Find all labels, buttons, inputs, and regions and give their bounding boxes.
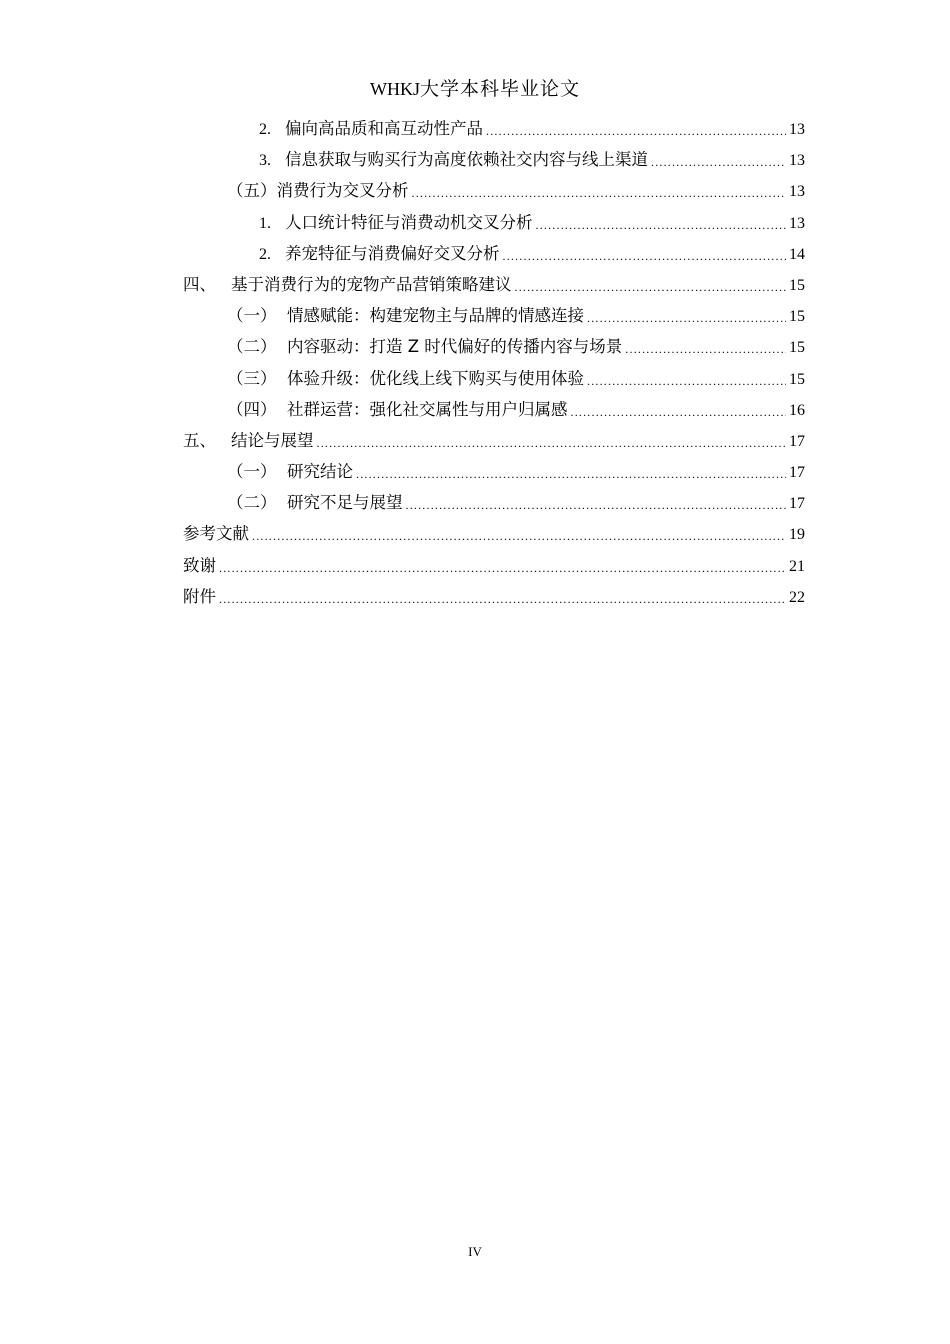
toc-entry[interactable]	[183, 144, 805, 175]
toc-entry-number: （一）	[227, 306, 277, 326]
toc-entry-title: 情感赋能：构建宠物主与品牌的情感连接	[287, 306, 584, 326]
toc-dot-leader	[219, 584, 786, 615]
toc-entry[interactable]	[183, 581, 805, 612]
toc-entry-number: 五、	[183, 430, 216, 450]
toc-entry-title: 体验升级：优化线上线下购买与使用体验	[287, 368, 584, 388]
page-number: IV	[468, 1244, 482, 1259]
toc-entry-page: 13	[789, 121, 805, 138]
toc-dot-leader	[406, 490, 787, 521]
toc-dot-leader	[587, 303, 786, 334]
toc-dot-leader	[625, 334, 786, 365]
toc-entry[interactable]	[183, 269, 805, 300]
toc-entry[interactable]	[183, 331, 805, 362]
toc-entry-number: （四）	[227, 399, 277, 419]
toc-dot-leader	[486, 116, 786, 147]
toc-entry[interactable]	[183, 550, 805, 581]
toc-entry-number: （二）	[227, 337, 277, 357]
toc-dot-leader	[651, 147, 786, 178]
toc-entry-page: 17	[789, 432, 805, 450]
toc-entry-title: 养宠特征与消费偏好交叉分析	[285, 243, 500, 263]
toc-entry-title: 参考文献	[183, 524, 249, 544]
toc-dot-leader	[571, 397, 787, 428]
header-university-code: WHKJ	[369, 79, 420, 99]
toc-entry-title: 基于消费行为的宠物产品营销策略建议	[231, 274, 512, 294]
toc-entry-page: 19	[789, 526, 805, 544]
page-header	[0, 74, 950, 101]
toc-entry-title: 致谢	[183, 555, 216, 575]
toc-entry-number: （三）	[227, 368, 277, 388]
toc-entry-page: 15	[789, 339, 805, 357]
toc-entry-page: 17	[789, 464, 805, 482]
toc-entry-page: 15	[789, 308, 805, 326]
toc-entry-title: 社群运营：强化社交属性与用户归属感	[287, 399, 568, 419]
toc-dot-leader	[536, 210, 787, 241]
toc-entry-title: 信息获取与购买行为高度依赖社交内容与线上渠道	[285, 150, 648, 170]
toc-entry-title: 结论与展望	[231, 430, 314, 450]
toc-entry[interactable]	[183, 207, 805, 238]
toc-entry-title: 研究结论	[287, 462, 353, 482]
header-title: 大学本科毕业论文	[419, 78, 580, 100]
toc-entry-title: 研究不足与展望	[287, 493, 403, 513]
toc-dot-leader	[317, 428, 787, 459]
toc-entry-page: 15	[789, 370, 805, 388]
toc-entry[interactable]	[183, 363, 805, 394]
toc-entry-title: （五）消费行为交叉分析	[227, 181, 409, 201]
toc-entry-page: 13	[789, 183, 805, 201]
toc-entry-number: 2.	[259, 245, 271, 263]
toc-entry-page: 13	[789, 214, 805, 232]
toc-entry-number: （二）	[227, 493, 277, 513]
toc-entry-page: 16	[789, 401, 805, 419]
toc-entry-page: 13	[789, 152, 805, 170]
toc-entry-title: 人口统计特征与消费动机交叉分析	[285, 212, 533, 232]
toc-entry[interactable]	[183, 456, 805, 487]
toc-entry[interactable]	[183, 113, 805, 144]
table-of-contents	[183, 113, 805, 612]
toc-entry[interactable]	[183, 425, 805, 456]
toc-entry[interactable]	[183, 394, 805, 425]
toc-dot-leader	[515, 272, 787, 303]
toc-dot-leader	[219, 553, 786, 584]
toc-entry-number: 2.	[259, 121, 271, 138]
toc-entry-title: 附件	[183, 586, 216, 606]
toc-dot-leader	[356, 459, 786, 490]
toc-entry-page: 14	[789, 245, 805, 263]
toc-entry[interactable]	[183, 238, 805, 269]
toc-entry[interactable]	[183, 300, 805, 331]
toc-entry-page: 15	[789, 276, 805, 294]
toc-entry-page: 21	[789, 557, 805, 575]
toc-dot-leader	[412, 178, 787, 209]
toc-dot-leader	[252, 521, 786, 552]
toc-entry-number: 四、	[183, 274, 216, 294]
toc-entry-number: 3.	[259, 152, 271, 170]
toc-entry-page: 17	[789, 495, 805, 513]
toc-entry-title: 偏向高品质和高互动性产品	[285, 119, 483, 138]
toc-entry[interactable]	[183, 518, 805, 549]
toc-entry-title: 内容驱动：打造 Z 时代偏好的传播内容与场景	[287, 337, 623, 357]
toc-entry-page: 22	[789, 588, 805, 606]
toc-dot-leader	[503, 241, 787, 272]
toc-entry-number: （一）	[227, 462, 277, 482]
toc-entry[interactable]	[183, 487, 805, 518]
toc-entry[interactable]	[183, 175, 805, 206]
toc-entry-number: 1.	[259, 214, 271, 232]
toc-dot-leader	[587, 366, 786, 397]
